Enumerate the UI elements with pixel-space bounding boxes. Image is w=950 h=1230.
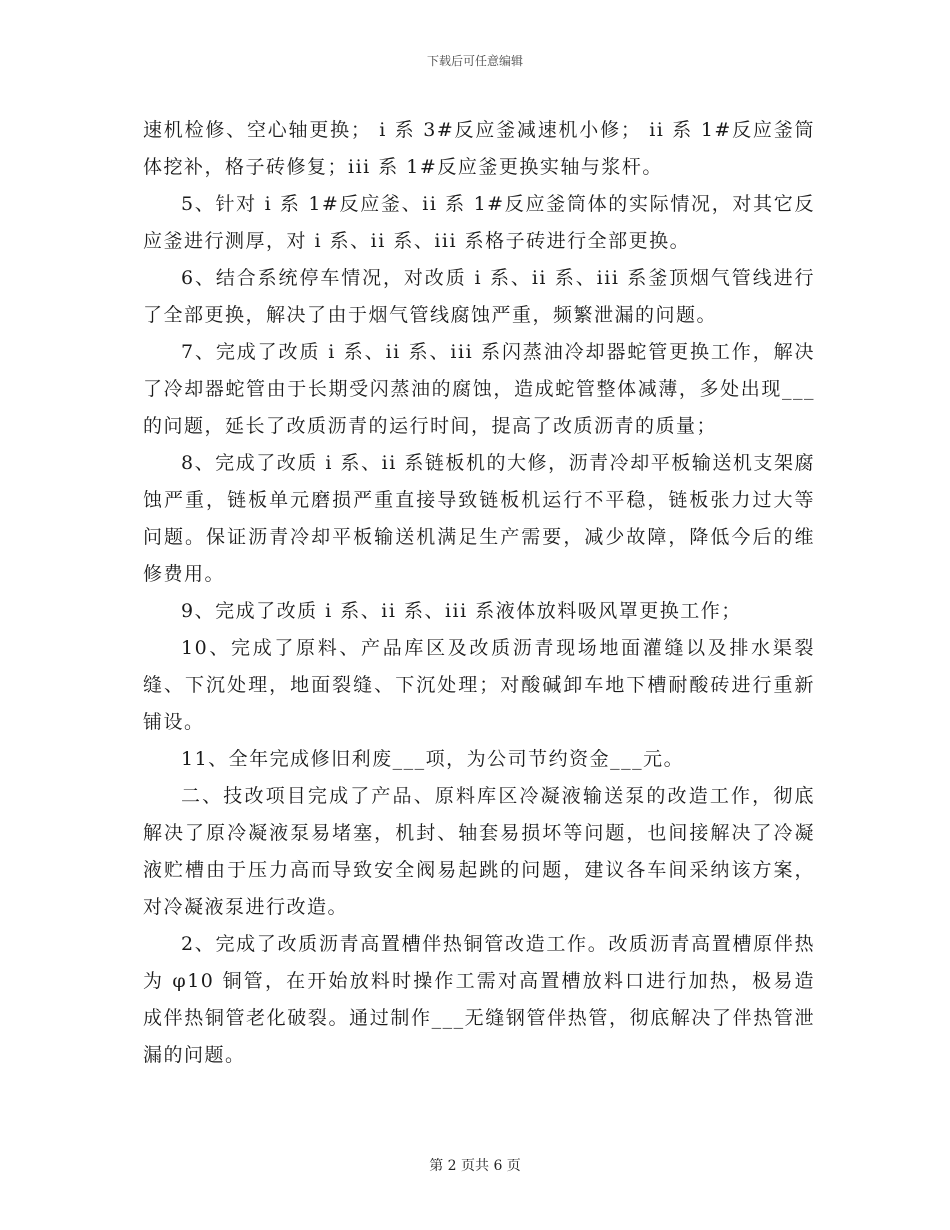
paragraph: 速机检修、空心轴更换； i 系 3#反应釜减速机小修； ii 系 1#反应釜筒体挖补，格子砖修复；iii 系 1#反应釜更换实轴与浆杆。: [143, 119, 815, 178]
paragraph: 二、技改项目完成了产品、原料库区冷凝液输送泵的改造工作，彻底解决了原冷凝液泵易堵塞，机封、轴套易损坏等问题，也间接解决了冷凝液贮槽由于压力高而导致安全阀易起跳的问题，建议各车间采纳该方案，对冷凝液泵进行改造。: [143, 785, 815, 918]
paragraph: 7、完成了改质 i 系、ii 系、iii 系闪蒸油冷却器蛇管更换工作，解决了冷却器蛇管由于长期受闪蒸油的腐蚀，造成蛇管整体减薄，多处出现___的问题，延长了改质沥青的运行时间，提高了改质沥青的质量；: [143, 341, 815, 437]
paragraph: 9、完成了改质 i 系、ii 系、iii 系液体放料吸风罩更换工作；: [181, 600, 742, 622]
page-header: 下载后可任意编辑: [426, 54, 523, 68]
paragraph: 2、完成了改质沥青高置槽伴热铜管改造工作。改质沥青高置槽原伴热为 φ10 铜管，在开始放料时操作工需对高置槽放料口进行加热，极易造成伴热铜管老化破裂。通过制作___无缝钢管伴热管，彻底解决了伴热管泄漏的问题。: [143, 933, 815, 1066]
paragraph: 6、结合系统停车情况，对改质 i 系、ii 系、iii 系釜顶烟气管线进行了全部更换，解决了由于烟气管线腐蚀严重，频繁泄漏的问题。: [143, 267, 815, 326]
page-footer: 第 2 页共 6 页: [429, 1158, 521, 1174]
paragraph: 5、针对 i 系 1#反应釜、ii 系 1#反应釜筒体的实际情况，对其它反应釜进行测厚，对 i 系、ii 系、iii 系格子砖进行全部更换。: [143, 193, 815, 252]
paragraph: 11、全年完成修旧利废___项，为公司节约资金___元。: [181, 748, 685, 770]
document-body: [143, 112, 815, 1074]
paragraph: 8、完成了改质 i 系、ii 系链板机的大修，沥青冷却平板输送机支架腐蚀严重，链板单元磨损严重直接导致链板机运行不平稳，链板张力过大等问题。保证沥青冷却平板输送机满足生产需要，减少故障，降低今后的维修费用。: [143, 452, 815, 585]
paragraph: 10、完成了原料、产品库区及改质沥青现场地面灌缝以及排水渠裂缝、下沉处理，地面裂缝、下沉处理；对酸碱卸车地下槽耐酸砖进行重新铺设。: [143, 637, 815, 733]
